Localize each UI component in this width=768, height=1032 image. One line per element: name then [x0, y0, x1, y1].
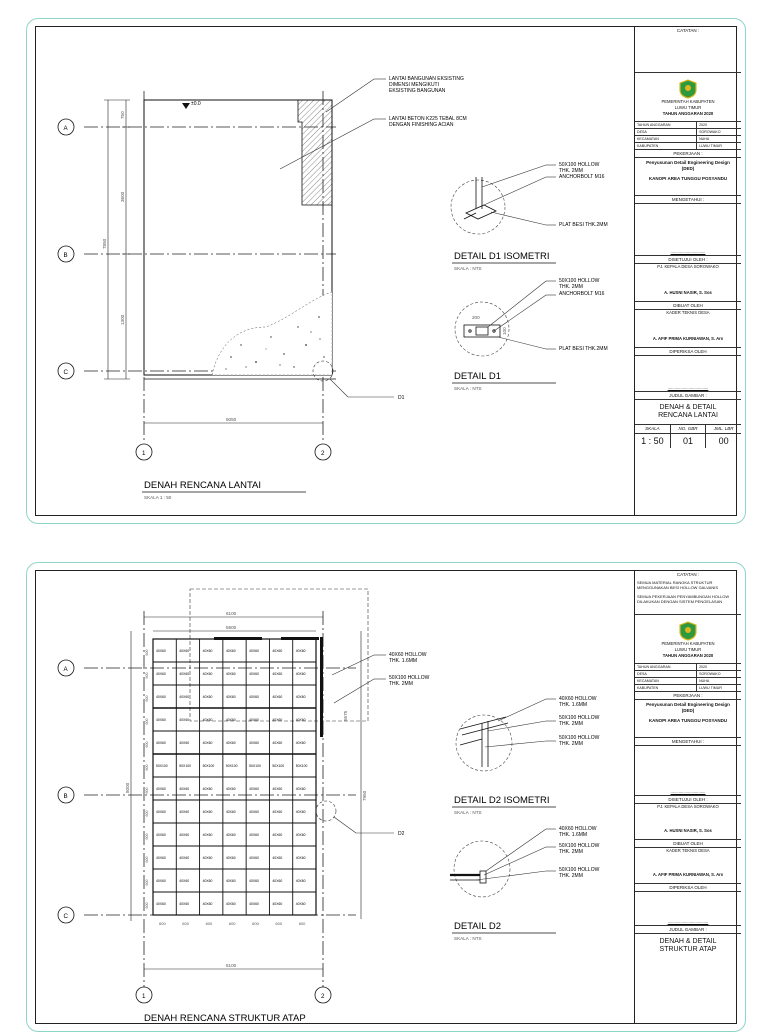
floor-plan-svg	[36, 27, 632, 517]
detail-d2-iso-scale: SKALA : NTS	[454, 810, 482, 815]
grid-label-2: 2	[321, 993, 325, 1000]
d1-iso-label-plate: PLAT BESI THK.2MM	[559, 222, 608, 228]
drawing-area	[36, 27, 632, 515]
author-name: A. AFIF PRIMA KURNIAWAN, S. Ars	[652, 872, 724, 877]
member-label: 40X60	[179, 833, 190, 837]
member-label: 40X60	[156, 695, 166, 699]
mengetahui-header: MENGETAHUI :	[635, 738, 741, 746]
callout-label-d2: D2	[398, 831, 405, 837]
member-label: 40X60	[225, 879, 236, 883]
bay-dim-label: 600	[182, 921, 189, 926]
member-label: 40X60	[202, 787, 213, 791]
d2-iso-label-4: THK. 2MM	[559, 721, 583, 727]
diperiksa-header: DIPERIKSA OLEH	[635, 348, 741, 356]
dim-outer: 6100	[226, 611, 237, 616]
signature-line-1: ..............................	[670, 789, 706, 794]
member-label: 40X60	[225, 787, 236, 791]
author-role: KADER TEKNIS DESA	[666, 848, 710, 853]
info-key: KABUPATEN	[635, 685, 697, 692]
member-label: 40X60	[179, 879, 190, 883]
member-label: 40X60	[156, 672, 166, 676]
sheet-title-line-1: DENAH & DETAIL	[659, 938, 717, 945]
d2-label-2: THK. 1.6MM	[559, 832, 588, 838]
info-key: DESA	[635, 129, 697, 136]
note-existing-2: DIMENSI MENGIKUTI	[389, 82, 440, 88]
member-label: 40X60	[179, 695, 190, 699]
member-label: 40X60	[156, 741, 166, 745]
approver-role: PJ. KEPALA DESA SOROWAKO	[657, 264, 719, 269]
project-section	[635, 158, 741, 196]
purlin-grid	[145, 637, 323, 926]
agency-section	[635, 73, 741, 122]
member-label: 40X60	[179, 718, 190, 722]
d2-iso-label-5: 50X100 HOLLOW	[559, 735, 600, 741]
note-existing-3: EKSISTING BANGUNAN	[389, 88, 446, 94]
member-label: 40X60	[249, 718, 259, 722]
member-label: 50X100	[249, 764, 261, 768]
member-label: 40X60	[225, 833, 236, 837]
note-a-2: THK. 1.6MM	[389, 658, 418, 664]
member-label: 40X60	[179, 741, 190, 745]
bay-dim-label: 600	[145, 879, 149, 886]
d1-label-thk: THK. 2MM	[559, 284, 583, 290]
sheet-title-line-2: RENCANA LANTAI	[658, 412, 718, 419]
project-line-1: Penyusunan Detail Engineering Design	[646, 160, 730, 165]
note-b-2: THK. 2MM	[389, 681, 413, 687]
signature-line-2: ...................................	[667, 919, 709, 924]
project-line-2: (DED)	[681, 165, 695, 171]
d2-iso-label-1: 40X60 HOLLOW	[559, 696, 597, 702]
dim-right: 7950	[362, 790, 367, 801]
member-label: 40X60	[156, 902, 166, 906]
note-existing-1: LANTAI BANGUNAN EKSISTING	[389, 76, 464, 82]
d2-label-4: THK. 2MM	[559, 849, 583, 855]
member-label: 40X60	[295, 695, 306, 699]
member-label: 40X60	[202, 718, 213, 722]
d2-label-6: THK. 2MM	[559, 873, 583, 879]
member-label: 40X60	[295, 718, 306, 722]
member-label: 40X60	[225, 718, 236, 722]
approver-name: A. HUSNI NASIR, S. Sos	[664, 828, 712, 833]
grid-label-1: 1	[142, 450, 146, 457]
plan-scale: SKALA 1 : 50	[144, 495, 172, 500]
sheet-title-line-1: DENAH & DETAIL	[659, 404, 717, 411]
member-label: 50X100	[179, 764, 191, 768]
detail-d1-iso-circle	[451, 180, 505, 234]
project-section	[635, 700, 741, 738]
agency-line-3: TAHUN ANGGARAN 2020	[662, 111, 714, 116]
grid-label-c: C	[63, 369, 68, 376]
member-label: 40X60	[202, 649, 213, 653]
member-label: 40X60	[202, 879, 213, 883]
author-block	[635, 848, 741, 884]
info-key: KECAMATAN	[635, 678, 697, 685]
d2-label-1: 40X60 HOLLOW	[559, 826, 597, 832]
member-label: 40X60	[156, 787, 166, 791]
drawing-area	[36, 571, 632, 1023]
info-key: TAHUN ANGGARAN	[635, 122, 697, 129]
member-label: 40X60	[156, 649, 166, 653]
member-label: 40X60	[295, 787, 306, 791]
roof-edge-outline	[190, 589, 368, 721]
detail-d2-iso-sketch	[460, 717, 508, 767]
info-key: KECAMATAN	[635, 136, 697, 143]
bay-dim-label: 600	[145, 764, 149, 771]
plan-title: DENAH RENCANA STRUKTUR ATAP	[144, 1013, 306, 1024]
regency-logo-icon	[635, 73, 741, 121]
grid-label-a: A	[63, 666, 68, 673]
member-label: 40X60	[295, 902, 306, 906]
approver-block	[635, 264, 741, 302]
d2-iso-label-6: THK. 2MM	[559, 741, 583, 747]
member-label: 40X60	[156, 810, 166, 814]
diperiksa-header: DIPERIKSA OLEH	[635, 884, 741, 892]
project-line-3: KANOPI AREA TUNGGU POSYANDU	[648, 717, 728, 723]
grid-label-c: C	[63, 913, 68, 920]
dim-segment-mid: 3600	[120, 191, 125, 202]
d1-iso-label-hollow: 50X100 HOLLOW	[559, 162, 600, 168]
approver-name: A. HUSNI NASIR, S. Sos	[664, 290, 712, 295]
existing-floor-hatch	[298, 100, 332, 205]
member-label: 50X100	[295, 764, 308, 768]
dim-width: 5050	[226, 417, 237, 422]
author-block	[635, 310, 741, 348]
grid-label-1: 1	[142, 993, 146, 1000]
bay-dim-label: 600	[145, 902, 149, 909]
notes-header: CATATAN :	[676, 572, 700, 577]
d2-label-5: 50X100 HOLLOW	[559, 867, 600, 873]
bay-dim-label: 600	[145, 810, 149, 817]
dibuat-header: DIBUAT OLEH	[635, 840, 741, 848]
member-label: 40X60	[179, 672, 190, 676]
drawing-sheet-roof-structure	[26, 562, 746, 1032]
callout-label-d1: D1	[398, 395, 405, 401]
bay-dim-label: 600	[159, 921, 166, 926]
d2-iso-label-2: THK. 1.6MM	[559, 702, 588, 708]
top-beam	[214, 637, 262, 640]
info-value: LUWU TIMUR	[697, 685, 741, 692]
d2-label-3: 50X100 HOLLOW	[559, 843, 600, 849]
sheet-number-values	[635, 434, 741, 448]
member-label: 40X60	[225, 672, 236, 676]
info-value: SOROWAKO	[697, 671, 741, 678]
bay-dim-label: 600	[298, 921, 306, 926]
plan-title: DENAH RENCANA LANTAI	[144, 480, 262, 491]
grid-label-2: 2	[321, 450, 325, 457]
d1-iso-label-thk: THK. 2MM	[559, 168, 583, 174]
info-table	[635, 122, 741, 150]
sheet-number-labels	[635, 425, 741, 434]
notes-section	[635, 27, 741, 73]
detail-d2-iso-circle	[456, 715, 512, 771]
grid-label-a: A	[63, 125, 68, 132]
member-label: 40X60	[225, 856, 236, 860]
member-label: 40X60	[295, 741, 306, 745]
info-table	[635, 664, 741, 692]
member-label: 40X60	[249, 787, 259, 791]
title-block	[634, 27, 741, 515]
mengetahui-header: MENGETAHUI :	[635, 196, 741, 204]
grid-label-b: B	[63, 252, 68, 259]
bay-dim-label: 600	[275, 921, 283, 926]
member-label: 40X60	[295, 649, 306, 653]
detail-d2-circle	[454, 841, 510, 897]
note-concrete-2: DENGAN FINISHING ACIAN	[389, 122, 454, 128]
d1-dim-100: 100	[502, 327, 507, 335]
member-label: 40X60	[249, 649, 259, 653]
member-label: 40X60	[249, 695, 259, 699]
sheet-border	[35, 570, 737, 1024]
note-2: SEMUA PEKERJAAN PENYAMBUNGAN HOLLOW DILAKUKAN DENGAN SISTEM PENGELASAN	[637, 594, 730, 604]
member-label: 40X60	[272, 787, 283, 791]
info-value: NUHA	[697, 136, 741, 143]
bay-dim-label: 600	[205, 921, 213, 926]
info-value: SOROWAKO	[697, 129, 741, 136]
agency-line-1: PEMERINTAH KABUPATEN	[661, 641, 715, 646]
info-value: NUHA	[697, 678, 741, 685]
regency-logo-icon	[635, 615, 741, 663]
bay-dim-label: 600	[145, 833, 149, 840]
member-label: 50X100	[156, 764, 168, 768]
info-value: LUWU TIMUR	[697, 143, 741, 150]
notes-header: CATATAN :	[676, 28, 700, 33]
dim-inner: 5600	[226, 625, 237, 630]
member-label: 40X60	[272, 902, 283, 906]
member-label: 40X60	[225, 695, 236, 699]
bay-dim-label: 600	[228, 921, 236, 926]
dim-right-2: 5575	[343, 710, 348, 721]
d1-label-anchor: ANCHORBOLT M16	[559, 291, 605, 297]
detail-d1-iso-scale: SKALA : NTS	[454, 266, 482, 271]
drawing-sheet-floor-plan	[26, 18, 746, 524]
concrete-texture	[212, 292, 332, 375]
member-label: 40X60	[272, 833, 283, 837]
member-label: 40X60	[249, 833, 259, 837]
member-label: 50X100	[272, 764, 285, 768]
side-beam	[320, 637, 323, 737]
sheet-border	[35, 26, 737, 516]
sheet-no-label: NO. GBR	[671, 425, 707, 433]
detail-d1-scale: SKALA : NTS	[454, 386, 482, 391]
member-label: 40X60	[202, 672, 213, 676]
member-label: 40X60	[225, 810, 236, 814]
judul-header: JUDUL GAMBAR :	[635, 926, 741, 934]
sheet-title-line-2: STRUKTUR ATAP	[659, 946, 717, 953]
member-label: 40X60	[202, 741, 213, 745]
project-line-3: KANOPI AREA TUNGGU POSYANDU	[648, 175, 728, 181]
dim-total-height: 7850	[102, 238, 107, 249]
member-label: 40X60	[272, 879, 283, 883]
bay-dim-label: 600	[145, 695, 149, 702]
bay-dim-label: 600	[145, 741, 149, 748]
roof-plan-svg	[36, 571, 632, 1027]
member-label: 40X60	[272, 741, 283, 745]
disetujui-header: DISETUJUI OLEH :	[635, 796, 741, 804]
dibuat-header: DIBUAT OLEH	[635, 302, 741, 310]
info-value: 2020	[697, 664, 741, 671]
member-label: 40X60	[225, 741, 236, 745]
member-label: 40X60	[156, 718, 166, 722]
member-label: 40X60	[295, 856, 306, 860]
dim-segment-top: 750	[120, 111, 125, 119]
bay-dim-label: 600	[145, 856, 149, 863]
sheet-count-label: JML. LBR	[713, 426, 734, 431]
member-label: 40X60	[249, 810, 259, 814]
signature-line-1: ..............................	[670, 249, 706, 254]
member-label: 40X60	[156, 856, 166, 860]
level-label: ±0.0	[191, 101, 201, 107]
d2-iso-label-3: 50X100 HOLLOW	[559, 715, 600, 721]
level-marker-icon	[182, 103, 190, 109]
detail-d1-circle	[455, 302, 509, 356]
member-label: 40X60	[249, 879, 259, 883]
note-1: SEMUA MATERIAL RANGKA STRUKTUR MENGGUNAKAN BESI HOLLOW GALVANIS	[637, 580, 718, 590]
info-value: 2020	[697, 122, 741, 129]
member-label: 40X60	[179, 787, 190, 791]
author-role: KADER TEKNIS DESA	[666, 310, 710, 315]
member-label: 40X60	[202, 810, 213, 814]
member-label: 50X100	[202, 764, 215, 768]
member-label: 40X60	[272, 856, 283, 860]
member-label: 40X60	[249, 856, 259, 860]
member-label: 40X60	[156, 833, 166, 837]
info-key: KABUPATEN	[635, 143, 697, 150]
agency-line-1: PEMERINTAH KABUPATEN	[661, 99, 715, 104]
member-label: 40X60	[202, 856, 213, 860]
detail-d2-sketch	[450, 871, 486, 883]
d1-label-plate: PLAT BESI THK.2MM	[559, 346, 608, 352]
member-label: 40X60	[272, 649, 283, 653]
detail-d2-iso-title: DETAIL D2 ISOMETRI	[454, 795, 550, 806]
disetujui-header: DISETUJUI OLEH :	[635, 256, 741, 264]
author-name: A. AFIF PRIMA KURNIAWAN, S. Ars	[652, 336, 724, 341]
detail-d2-scale: SKALA : NTS	[454, 936, 482, 941]
note-concrete-1: LANTAI BETON K225 TEBAL 8CM	[389, 116, 467, 122]
note-b-1: 50X100 HOLLOW	[389, 675, 430, 681]
approver-role: PJ. KEPALA DESA SOROWAKO	[657, 804, 719, 809]
sheet-title-block	[635, 934, 741, 958]
member-label: 40X60	[179, 856, 190, 860]
dim-height: 8000	[125, 782, 130, 793]
sheet-count-value: 00	[718, 436, 729, 446]
bay-dim-label: 600	[145, 649, 149, 656]
member-label: 40X60	[272, 718, 283, 722]
project-line-2: (DED)	[681, 707, 695, 713]
signature-line-2: ...................................	[667, 385, 709, 390]
member-label: 40X60	[156, 879, 166, 883]
member-label: 40X60	[202, 833, 213, 837]
sign-block-2	[635, 356, 741, 392]
member-label: 40X60	[202, 695, 213, 699]
member-label: 40X60	[249, 902, 259, 906]
d1-iso-label-anchor: ANCHORBOLT M16	[559, 174, 605, 180]
d1-label-hollow: 50X100 HOLLOW	[559, 278, 600, 284]
member-label: 40X60	[179, 902, 190, 906]
bay-dim-label: 600	[145, 787, 149, 794]
agency-line-2: LUWU TIMUR	[674, 647, 702, 652]
top-beam	[281, 637, 319, 640]
project-line-1: Penyusunan Detail Engineering Design	[646, 702, 730, 707]
approver-block	[635, 804, 741, 840]
member-label: 40X60	[295, 672, 306, 676]
pekerjaan-header: PEKERJAAN :	[635, 692, 741, 700]
sheet-title-block	[635, 400, 741, 425]
member-label: 40X60	[295, 810, 306, 814]
notes-section	[635, 571, 741, 615]
detail-d1-title: DETAIL D1	[454, 371, 501, 382]
dim-segment-bottom: 1300	[120, 314, 125, 325]
sign-block-1	[635, 204, 741, 256]
agency-line-2: LUWU TIMUR	[674, 105, 702, 110]
pekerjaan-header: PEKERJAAN :	[635, 150, 741, 158]
bay-dim-label: 600	[145, 672, 149, 679]
agency-section	[635, 615, 741, 664]
member-label: 40X60	[295, 833, 306, 837]
member-label: 40X60	[272, 672, 283, 676]
member-label: 50X100	[225, 764, 238, 768]
member-label: 40X60	[249, 672, 259, 676]
judul-header: JUDUL GAMBAR :	[635, 392, 741, 400]
agency-line-3: TAHUN ANGGARAN 2020	[662, 653, 714, 658]
d1-dim-200: 200	[472, 315, 480, 320]
title-block	[634, 571, 741, 1023]
detail-d1-sketch	[464, 325, 500, 337]
grid-label-b: B	[63, 793, 68, 800]
member-label: 40X60	[249, 741, 259, 745]
member-label: 40X60	[272, 810, 283, 814]
bay-dim-label: 600	[252, 921, 259, 926]
detail-d1-iso-title: DETAIL D1 ISOMETRI	[454, 251, 550, 262]
member-label: 40X60	[272, 695, 283, 699]
member-label: 40X60	[202, 902, 213, 906]
info-key: TAHUN ANGGARAN	[635, 664, 697, 671]
bay-dim-label: 600	[145, 718, 149, 725]
member-label: 40X60	[225, 902, 236, 906]
member-label: 40X60	[225, 649, 236, 653]
detail-d2-title: DETAIL D2	[454, 921, 501, 932]
dim-bottom: 5100	[226, 963, 237, 968]
member-label: 40X60	[179, 810, 190, 814]
scale-label: SKALA	[635, 425, 671, 433]
sign-block-1	[635, 746, 741, 796]
member-label: 40X60	[295, 879, 306, 883]
info-key: DESA	[635, 671, 697, 678]
sheet-no-value: 01	[671, 434, 707, 448]
note-a-1: 40X60 HOLLOW	[389, 652, 427, 658]
callout-circle-d2	[316, 801, 336, 821]
member-label: 40X60	[179, 649, 190, 653]
sign-block-2	[635, 892, 741, 926]
scale-value: 1 : 50	[635, 434, 671, 448]
